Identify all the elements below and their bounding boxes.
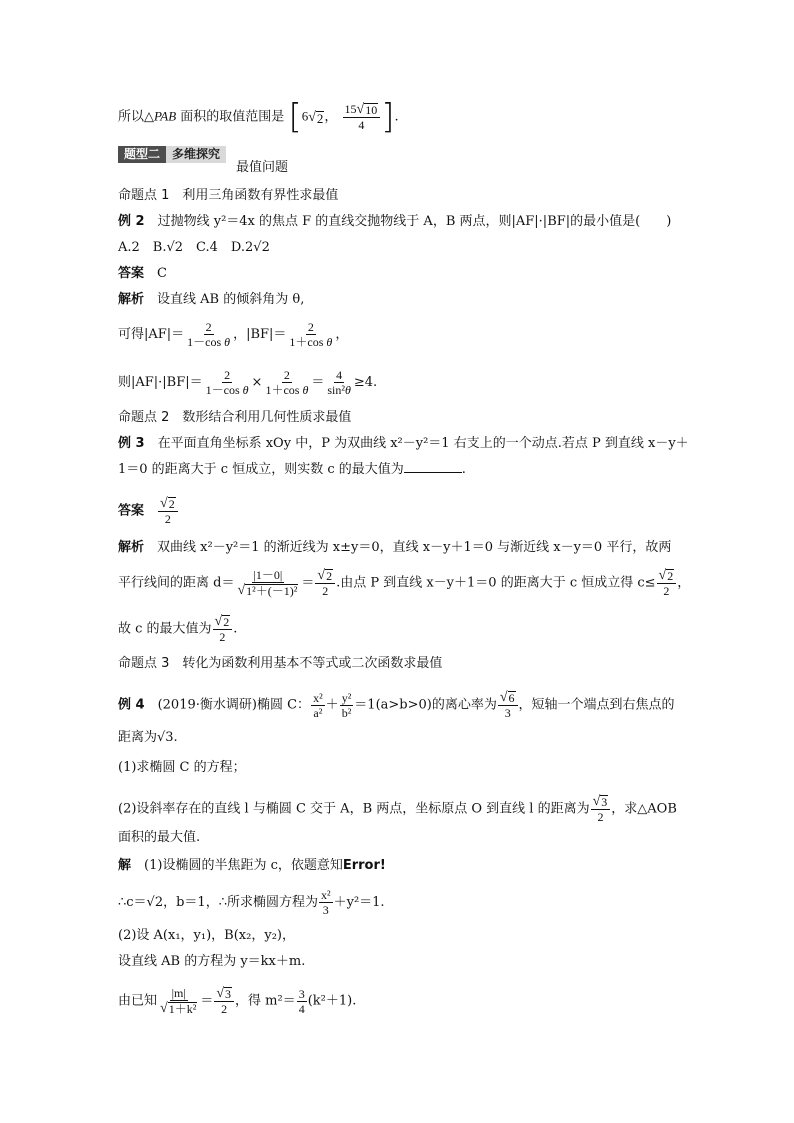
- example-4-question-2: 距离为√3.: [118, 730, 178, 745]
- example-2-options: A.2 B.√2 C.4 D.2√2: [118, 240, 270, 255]
- example-4-solution-5: 由已知 |m| √ 1＋k² ＝ √ 3 2 ，得 m²＝ $\frac{3}{4}$ (k²＋1).: [118, 986, 357, 1016]
- example-3-question-1: 例 3 在平面直角坐标系 xOy 中，P 为双曲线 x²－y²＝1 右支上的一个动点.若点 P 到直线 x－y＋: [118, 436, 689, 451]
- intro-line: 所以△PAB 面积的取值范围是 [6 √ 2 ， 15 √ 10 4 ].: [118, 97, 399, 137]
- section-title: 最值问题: [236, 160, 289, 175]
- example-3-analysis-1: 解析 双曲线 x²－y²＝1 的渐近线为 x±y＝0，直线 x－y＋1＝0 与渐近线 x－y＝0 平行，故两: [118, 540, 672, 555]
- intro-suffix: 面积的取值范围是: [176, 109, 285, 125]
- example-4-solution-3: (2)设 A(x₁，y₁)，B(x₂，y₂)，: [118, 928, 295, 943]
- section-badge: [118, 146, 226, 163]
- example-2-analysis-2: 可得|AF|＝ $\frac{2}{\text{1－cos θ}}$ ，|BF|＝ $\frac{2}{\text{1＋cos θ}}$ ，: [118, 320, 349, 349]
- example-4-q2-cont: 面积的最大值.: [118, 830, 201, 845]
- example-2-label: 例 2: [118, 214, 145, 229]
- range-lower-coef: 6: [301, 108, 309, 124]
- example-3-analysis-2: 平行线间的距离 d＝ |1－0| √ 1²＋(－1)² ＝ √ 2 2 .由点 P 到直线 x－y＋1＝0 的距离大于 c 恒成立得 c≤ √ 2 2 ，: [118, 568, 691, 598]
- answer-blank: [404, 460, 462, 473]
- point-3-heading: 命题点 3 转化为函数利用基本不等式或二次函数求最值: [118, 656, 443, 671]
- badge-category: 多维探究: [166, 146, 226, 163]
- sqrt-2: √ 2: [308, 109, 324, 126]
- error-text: Error!: [342, 858, 386, 873]
- point-2-heading: 命题点 2 数形结合利用几何性质求最值: [118, 410, 352, 425]
- example-4-solution-4: 设直线 AB 的方程为 y＝kx＋m.: [118, 954, 306, 969]
- example-2-analysis-1: 解析 设直线 AB 的倾斜角为 θ,: [118, 292, 305, 307]
- example-3-answer: 答案 √ 2 2: [118, 496, 179, 526]
- example-4-solution-1: 解 (1)设椭圆的半焦距为 c，依题意知Error!: [118, 858, 386, 873]
- example-2-answer: 答案 C: [118, 266, 167, 281]
- right-bracket: ]: [381, 97, 395, 137]
- badge-type: 题型二: [118, 146, 166, 163]
- example-3-analysis-3: 故 c 的最大值为 √ 2 2 .: [118, 614, 238, 644]
- intro-prefix: 所以△: [118, 109, 154, 125]
- example-4-solution-2: ∴c＝√2，b＝1，∴所求椭圆方程为 $\frac{\text{x²}}{3}$ ＋y²＝1.: [118, 888, 385, 917]
- example-3-question-2: 1＝0 的距离大于 c 恒成立，则实数 c 的最大值为 .: [118, 462, 466, 477]
- example-2-analysis-3: 则|AF|·|BF|＝ $\frac{2}{\text{1－cos θ}}$ × $\frac{2}{\text{1＋cos θ}}$ ＝ $\frac{4}{\text{sin²θ}}$ ≥4.: [118, 368, 378, 397]
- example-4-question-1: 例 4 (2019·衡水调研)椭圆 C： $\frac{\text{x²}}{\text{a²}}$ ＋ $\frac{\text{y²}}{\text{b²}}$ ＝1(a>b>0)的离心率为 √ 6 3 ，短轴一个端点到右焦点的: [118, 690, 675, 720]
- example-4-q1: (1)求椭圆 C 的方程；: [118, 760, 246, 775]
- point-1-heading: 命题点 1 利用三角函数有界性求最值: [118, 188, 339, 203]
- intro-pab: PAB: [154, 108, 177, 124]
- example-2-question: [118, 212, 671, 232]
- left-bracket: [: [288, 97, 302, 137]
- range-upper-fraction: 15 √ 10 4: [343, 102, 381, 132]
- example-4-q2: (2)设斜率存在的直线 l 与椭圆 C 交于 A，B 两点，坐标原点 O 到直线 l 的距离为 √ 3 2 ，求△AOB: [118, 794, 677, 824]
- example-2-text: 过抛物线 y²＝4x 的焦点 F 的直线交抛物线于 A，B 两点，则|AF|·|BF|的最小值是( ): [157, 214, 672, 229]
